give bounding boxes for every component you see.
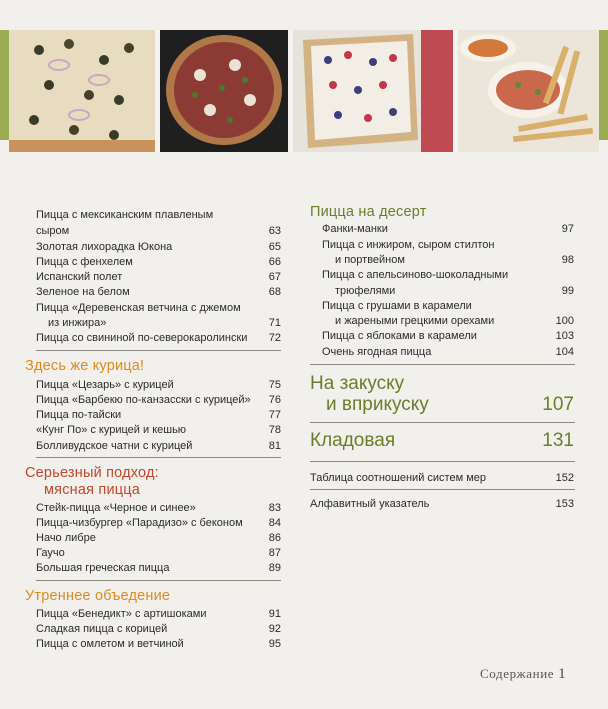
toc-page-number: 91 [268, 608, 281, 620]
toc-entry: Пицца «Деревенская ветчина с джемом [36, 302, 241, 314]
toc-entry: и портвейном [335, 254, 405, 266]
toc-page-number-snacks: 107 [542, 394, 574, 415]
section-title-breakfast: Утреннее объедение [25, 588, 171, 604]
toc-page-number: 66 [268, 256, 281, 268]
toc-page-number: 89 [268, 562, 281, 574]
section-divider [36, 580, 281, 581]
photo-strip [0, 30, 608, 152]
section-divider [310, 461, 575, 462]
toc-entry: «Кунг По» с курицей и кешью [36, 424, 187, 436]
toc-entry: Пицца «Барбекю по-канзасски с курицей» [36, 394, 251, 406]
toc-entry: Пицца по-тайски [36, 409, 122, 421]
photo-olive-pizza [9, 30, 155, 152]
toc-entry: Пицца с апельсиново-шоколадными [322, 269, 509, 281]
toc-page-number: 92 [268, 623, 281, 635]
footer-label: Содержание [480, 666, 555, 681]
toc-page-number: 67 [268, 271, 281, 283]
section-title-pantry: Кладовая [310, 430, 396, 451]
toc-page-number: 81 [268, 440, 281, 452]
toc-page-number: 103 [555, 330, 574, 342]
section-divider [310, 489, 575, 490]
photo-bowls-sticks [458, 30, 599, 152]
toc-page-number: 72 [268, 332, 281, 344]
section-divider [310, 364, 575, 365]
toc-entry: Пицца с инжиром, сыром стилтон [322, 239, 495, 251]
toc-page-number: 99 [561, 285, 574, 297]
section-divider [36, 457, 281, 458]
toc-entry: Испанский полет [36, 271, 123, 283]
toc-entry: Начо либре [36, 532, 96, 544]
toc-entry: Сладкая пицца с корицей [36, 623, 168, 635]
page-footer [480, 666, 566, 683]
section-divider [310, 422, 575, 423]
right-accent-bar [599, 30, 608, 140]
section-title-meat-line2: мясная пицца [44, 482, 141, 498]
toc-page-number: 152 [555, 472, 574, 484]
toc-page-number-pantry: 131 [542, 430, 574, 451]
toc-entry: и жареными грецкими орехами [335, 315, 495, 327]
toc-entry: Зеленое на белом [36, 286, 130, 298]
toc-page-number: 71 [268, 317, 281, 329]
toc-page-number: 98 [561, 254, 574, 266]
photo-berry-pizza [293, 30, 453, 152]
footer-page-number: 1 [558, 666, 567, 682]
toc-page-number: 84 [268, 517, 281, 529]
toc-entry: Таблица соотношений систем мер [310, 472, 486, 484]
toc-page-number: 86 [268, 532, 281, 544]
toc-entry: Пицца «Цезарь» с курицей [36, 379, 174, 391]
toc-page-number: 63 [268, 225, 281, 237]
toc-page-number: 78 [268, 424, 281, 436]
toc-page-number: 68 [268, 286, 281, 298]
toc-page-number: 76 [268, 394, 281, 406]
toc-entry: Пицца с мексиканским плавленым [36, 209, 214, 221]
toc-entry: Большая греческая пицца [36, 562, 170, 574]
toc-page-number: 104 [555, 346, 574, 358]
toc-page-number: 83 [268, 502, 281, 514]
toc-entry: Гаучо [36, 547, 65, 559]
toc-entry: из инжира» [48, 317, 107, 329]
toc-entry: трюфелями [335, 285, 396, 297]
toc-page-number: 100 [555, 315, 574, 327]
toc-page-number: 65 [268, 241, 281, 253]
left-accent-bar [0, 30, 9, 140]
toc-entry: Пицца с омлетом и ветчиной [36, 638, 184, 650]
toc-page-number: 95 [268, 638, 281, 650]
toc-page-number: 97 [561, 223, 574, 235]
section-title-snacks-line2: и вприкуску [326, 394, 429, 415]
toc-entry: Пицца с фенхелем [36, 256, 133, 268]
section-title-chicken: Здесь же курица! [25, 358, 145, 374]
section-title-meat-line1: Серьезный подход: [25, 465, 159, 481]
toc-page-number: 75 [268, 379, 281, 391]
section-title-snacks-line1: На закуску [310, 373, 405, 394]
toc-entry: Стейк-пицца «Черное и синее» [36, 502, 196, 514]
toc-entry: Золотая лихорадка Юкона [36, 241, 173, 253]
toc-entry: сыром [36, 225, 70, 237]
section-title-dessert: Пицца на десерт [310, 204, 427, 220]
toc-entry: Пицца со свининой по-северокаролински [36, 332, 248, 344]
photo-steak-pizza [160, 30, 288, 152]
toc-page-number: 153 [555, 498, 574, 510]
section-divider [36, 350, 281, 351]
toc-entry: Болливудское чатни с курицей [36, 440, 193, 452]
toc-page-number: 77 [268, 409, 281, 421]
toc-page-number: 87 [268, 547, 281, 559]
toc-entry: Пицца с яблоками в карамели [322, 330, 477, 342]
toc-entry: Очень ягодная пицца [322, 346, 432, 358]
toc-entry: Пицца-чизбургер «Парадизо» с беконом [36, 517, 243, 529]
toc-entry: Пицца с грушами в карамели [322, 300, 472, 312]
toc-entry: Алфавитный указатель [310, 498, 430, 510]
toc-entry: Пицца «Бенедикт» с артишоками [36, 608, 207, 620]
toc-entry: Фанки-манки [322, 223, 388, 235]
